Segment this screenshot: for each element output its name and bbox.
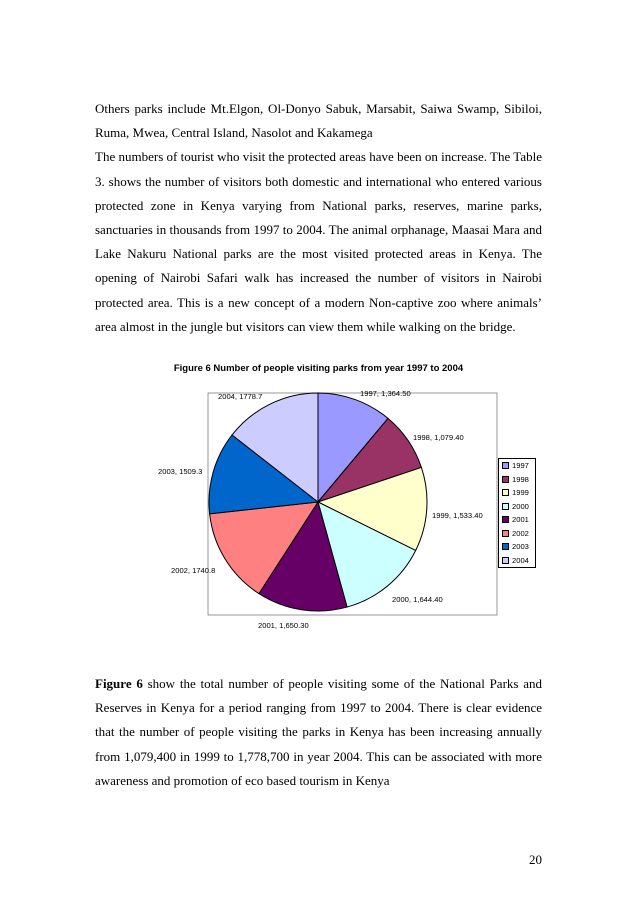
legend-item-1997 [499,459,535,473]
legend-label: 1998 [512,474,529,484]
legend-swatch [502,489,509,496]
figure-title: Figure 6 Number of people visiting parks from year 1997 to 2004 [173,363,464,374]
legend-swatch [502,476,509,483]
paragraph-parks-text: Others parks include Mt.Elgon, Ol-Donyo Sabuk, Marsabit, Saiwa Swamp, Sibiloi, Ruma, Mwea, Central Island, Nasolot and Kakamega [95,101,542,141]
legend-label: 2004 [512,555,529,565]
legend-item-2003 [499,540,535,554]
legend-swatch [502,462,509,469]
paragraph-figure6-text: show the total number of people visiting some of the National Parks and Reserves in Kenya for a period ranging from 1997 to 2004. There is clear evidence that the number of people visiting the parks in Kenya has been increasing annually from 1,079,400 in 1999 to 1,778,700 in year 2004. This can be associated with more awareness and promotion of eco based tourism in Kenya [95,676,542,788]
paragraph-visitors-text: The numbers of tourist who visit the protected areas have been on increase. The Table 3. shows the number of visitors both domestic and international who entered various protected zone in Kenya varying from National parks, reserves, marine parks, sanctuaries in thousands from 1997 to 2004. The animal orphanage, Maasai Mara and Lake Nakuru National parks are the most visited protected areas in Kenya. The opening of Nairobi Safari walk has increased the number of visitors in Nairobi protected area. This is a new concept of a modern Non-captive zoo where animals’ area almost in the jungle but visitors can view them while walking on the bridge. [95,149,542,334]
legend-label: 2003 [512,542,529,552]
legend-swatch [502,503,509,510]
legend-item-2001 [499,513,535,527]
data-label-1998: 1998, 1,079.40 [413,433,464,442]
data-label-2002: 2002, 1740.8 [171,566,216,575]
data-label-2000: 2000, 1,644.40 [392,595,443,604]
data-label-2003: 2003, 1509.3 [158,467,203,476]
legend-swatch [502,557,509,564]
page-number: 20 [529,852,542,867]
data-label-2001: 2001, 1,650.30 [258,621,309,630]
legend-label: 1999 [512,488,529,498]
legend-item-2000 [499,500,535,514]
data-label-1999: 1999, 1,533.40 [432,511,483,520]
legend-item-2004 [499,554,535,568]
paragraph-figure6 [95,672,542,793]
data-label-2004: 2004, 1778.7 [218,392,263,401]
legend-swatch [502,543,509,550]
legend-item-1998 [499,473,535,487]
legend-label: 2001 [512,515,529,525]
legend-item-2002 [499,527,535,541]
legend-swatch [502,530,509,537]
legend-label: 2000 [512,501,529,511]
legend-label: 1997 [512,461,529,471]
legend-item-1999 [499,486,535,500]
data-label-1997: 1997, 1,364.50 [360,389,411,398]
chart-legend [498,458,536,568]
figure-reference: Figure 6 [95,676,143,691]
legend-swatch [502,516,509,523]
legend-label: 2002 [512,528,529,538]
